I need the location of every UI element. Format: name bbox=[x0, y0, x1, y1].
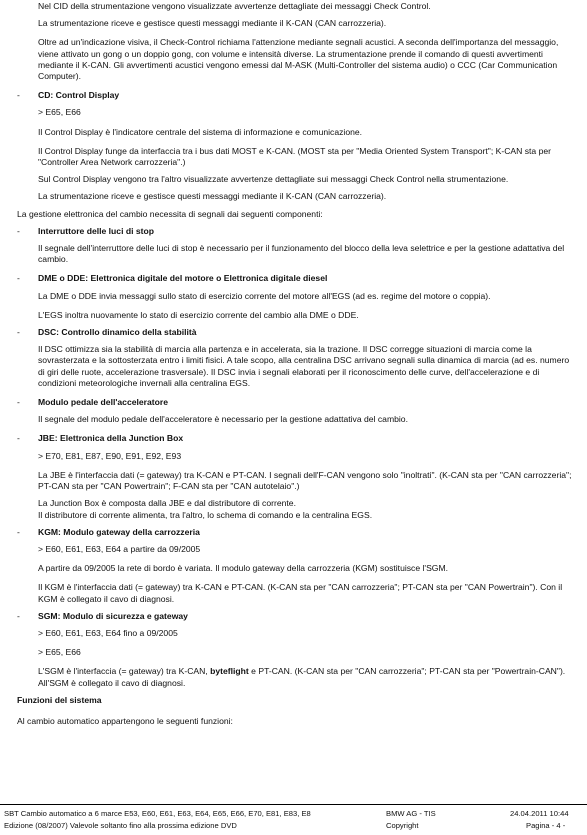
footer-publisher: BMW AG - TIS bbox=[386, 809, 436, 818]
paragraph: Il DSC ottimizza sia la stabilità di marcia alla partenza e in accelerata, sia la trazione. Il DSC corregge situazioni di marcia come la sovrasterzata e la sottosterzata entro i limiti fisici. A tale scopo, alla centralina DSC arrivano segnali sulla dinamica di marcia (ad es. numero di giri delle ruote, accelerazione trasversale). Il DSC invia i segnali elaborati per il riconoscimento delle curve, dell'accelerazione e di condizioni meteorologiche invernali alla centralina EGS. bbox=[38, 344, 570, 388]
section-title: DME o DDE: Elettronica digitale del motore o Elettronica digitale diesel bbox=[38, 273, 328, 284]
list-dash: - bbox=[17, 610, 20, 621]
list-dash: - bbox=[17, 526, 20, 537]
paragraph: A partire da 09/2005 la rete di bordo è variata. Il modulo gateway della carrozzeria (KGM) sostituisce l'SGM. bbox=[38, 563, 449, 574]
paragraph: La DME o DDE invia messaggi sullo stato di esercizio corrente del motore all'EGS (ad es. regime del motore o coppia). bbox=[38, 290, 491, 301]
section-heading-kgm bbox=[17, 527, 577, 538]
paragraph: Oltre ad un'indicazione visiva, il Check-Control richiama l'attenzione mediante segnali acustici. A seconda dell'importanza del messaggio, viene attivato un gong o un doppio gong, con volume e intensità diverse. La strumentazione prende il comando di questi avvertimenti mediante il K-CAN. Gli avvertimenti acustici vengono emessi dal M-ASK (Multi-Controller del sistema audio) o CCC (Car Communication Computer). bbox=[38, 37, 559, 82]
paragraph: Il Control Display funge da interfaccia tra i bus dati MOST e K-CAN. (MOST sta per "Media Oriented System Transport"; K-CAN sta per "Controller Area Network carrozzeria".) bbox=[38, 145, 552, 168]
section-title: DSC: Controllo dinamico della stabilità bbox=[38, 327, 197, 338]
intro-paragraph: La gestione elettronica del cambio necessita di segnali dai seguenti componenti: bbox=[17, 208, 323, 219]
paragraph: Il KGM è l'interfaccia dati (= gateway) tra K-CAN e PT-CAN. (K-CAN sta per "CAN carrozzeria"; PT-CAN sta per "CAN Powertrain"). Con il KGM è collegato il cavo di diagnosi. bbox=[38, 582, 563, 604]
model-list: > E70, E81, E87, E90, E91, E92, E93 bbox=[38, 450, 182, 461]
list-dash: - bbox=[17, 327, 20, 338]
section-title: Modulo pedale dell'acceleratore bbox=[38, 397, 169, 408]
model-list: > E65, E66 bbox=[38, 107, 81, 118]
section-title: JBE: Elettronica della Junction Box bbox=[38, 433, 184, 444]
model-list: > E60, E61, E63, E64 fino a 09/2005 bbox=[38, 627, 178, 638]
list-dash: - bbox=[17, 433, 20, 444]
paragraph bbox=[17, 666, 577, 688]
bold-term: byteflight bbox=[210, 666, 249, 677]
paragraph: La Junction Box è composta dalla JBE e dal distributore di corrente. bbox=[38, 498, 296, 509]
paragraph: L'EGS inoltra nuovamente lo stato di esercizio corrente del cambio alla DME o DDE. bbox=[38, 309, 359, 320]
list-dash: - bbox=[17, 225, 20, 236]
section-heading-pedal bbox=[17, 397, 577, 408]
document-body bbox=[17, 0, 577, 727]
footer-copyright: Copyright bbox=[386, 821, 419, 830]
paragraph: La JBE è l'interfaccia dati (= gateway) tra K-CAN e PT-CAN. I segnali dell'F-CAN vengono solo "inoltrati". (K-CAN sta per "CAN carrozzeria"; PT-CAN sta per "CAN Powertrain"; F-CAN sta per "CAN autotelaio".) bbox=[38, 469, 572, 492]
paragraph: Il segnale del modulo pedale dell'acceleratore è necessario per la gestione adattativa del cambio. bbox=[38, 414, 408, 425]
paragraph: Al cambio automatico appartengono le seguenti funzioni: bbox=[17, 715, 233, 726]
text-run: L'SGM è l'interfaccia (= gateway) tra K-CAN, bbox=[38, 666, 211, 677]
paragraph: Nel CID della strumentazione vengono visualizzate avvertenze dettagliate dei messaggi Check Control. bbox=[38, 1, 431, 11]
list-dash: - bbox=[17, 90, 20, 101]
footer-datetime: 24.04.2011 10:44 bbox=[510, 809, 569, 818]
paragraph: Il Control Display è l'indicatore centrale del sistema di informazione e comunicazione. bbox=[38, 126, 363, 137]
paragraph: La strumentazione riceve e gestisce questi messaggi mediante il K-CAN (CAN carrozzeria). bbox=[38, 18, 387, 29]
footer-title: SBT Cambio automatico a 6 marce E53, E60, E61, E63, E64, E65, E66, E70, E81, E83, E8 bbox=[4, 809, 311, 818]
section-heading-dme bbox=[17, 273, 577, 284]
section-heading-funzioni: Funzioni del sistema bbox=[17, 694, 102, 705]
model-list: > E60, E61, E63, E64 a partire da 09/2005 bbox=[38, 543, 201, 554]
section-heading-dsc bbox=[17, 327, 577, 338]
section-heading-sgm bbox=[17, 611, 577, 622]
paragraph: Il segnale dell'interruttore delle luci di stop è necessario per il funzionamento del blocco della leva selettrice e per la gestione adattativa del cambio. bbox=[38, 243, 565, 265]
paragraph: La strumentazione riceve e gestisce questi messaggi mediante il K-CAN (CAN carrozzeria). bbox=[38, 191, 387, 202]
model-list: > E65, E66 bbox=[38, 647, 81, 658]
section-title: SGM: Modulo di sicurezza e gateway bbox=[38, 610, 188, 621]
paragraph: Il distributore di corrente alimenta, tra l'altro, lo schema di comando e la centralina EGS. bbox=[38, 509, 373, 520]
page-footer bbox=[0, 804, 587, 835]
section-title: Interruttore delle luci di stop bbox=[38, 225, 155, 236]
list-dash: - bbox=[17, 397, 20, 408]
section-heading-stop bbox=[17, 226, 577, 237]
section-title: KGM: Modulo gateway della carrozzeria bbox=[38, 526, 200, 537]
footer-edition: Edizione (08/2007) Valevole soltanto fino alla prossima edizione DVD bbox=[4, 821, 237, 830]
section-heading-jbe bbox=[17, 433, 577, 444]
text-run: e PT-CAN. (K-CAN sta per "CAN carrozzeria"; PT-CAN sta per "Powertrain-CAN"). All'SGM è collegato il cavo di diagnosi. bbox=[38, 666, 566, 688]
footer-page-number: Pagina - 4 - bbox=[526, 821, 566, 830]
section-heading-cd bbox=[17, 90, 577, 101]
paragraph: Sul Control Display vengono tra l'altro visualizzate avvertenze dettagliate sui messaggi Check Control nella strumentazione. bbox=[38, 174, 509, 185]
list-dash: - bbox=[17, 273, 20, 284]
section-title: CD: Control Display bbox=[38, 90, 120, 101]
